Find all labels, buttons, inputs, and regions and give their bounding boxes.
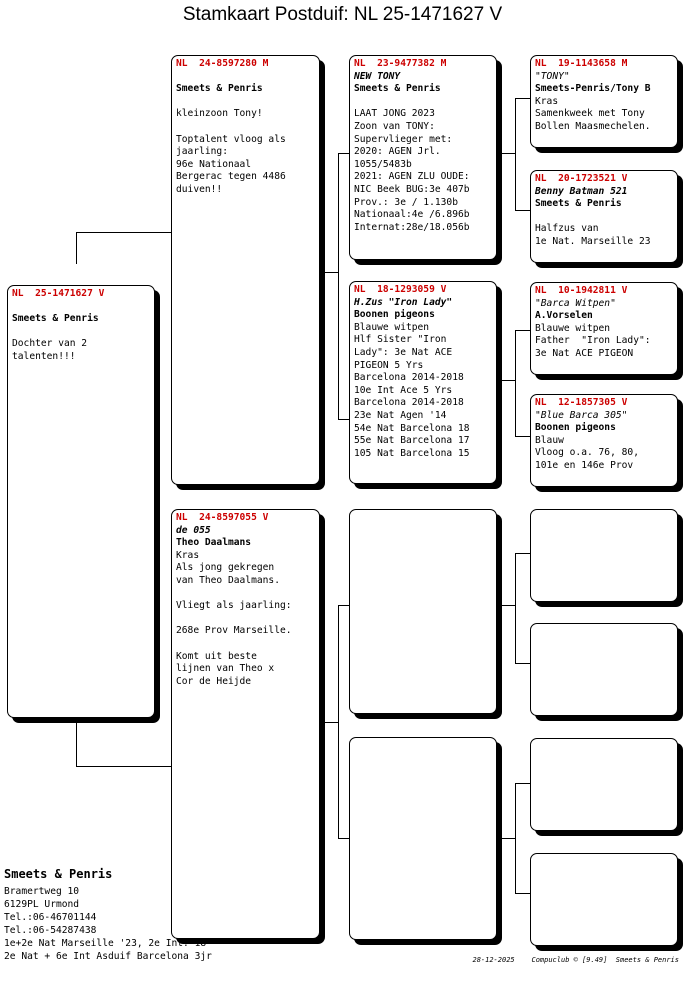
ring-number: NL 20-1723521 V bbox=[535, 173, 628, 184]
card-text-line: Internat:28e/18.056b bbox=[354, 221, 470, 233]
connector-line bbox=[515, 436, 530, 437]
card-text-line: 55e Nat Barcelona 17 bbox=[354, 435, 470, 447]
connector-line bbox=[497, 153, 515, 154]
card-text-line: Toptalent vloog als bbox=[176, 133, 286, 145]
pigeon-card-mf-mother[interactable] bbox=[530, 623, 678, 716]
connector-line bbox=[338, 838, 349, 839]
card-text-line: Kras bbox=[535, 95, 559, 107]
card-text-line bbox=[176, 588, 315, 601]
card-text-line: talenten!!! bbox=[12, 350, 76, 362]
connector-line bbox=[338, 153, 349, 154]
owner-achievement-2: 2e Nat + 6e Int Asduif Barcelona 3jr bbox=[4, 951, 212, 962]
ring-number: NL 19-1143658 M bbox=[535, 58, 628, 69]
card-text-line: Bollen Maasmechelen. bbox=[535, 120, 651, 132]
pigeon-card-dam-of-father[interactable] bbox=[349, 281, 497, 484]
connector-line bbox=[515, 783, 530, 784]
card-text-line: 101e en 146e Prov bbox=[535, 459, 634, 471]
card-text-line: Samenkweek met Tony bbox=[535, 108, 645, 120]
card-text-line bbox=[12, 301, 150, 314]
card-text-line: Blauw bbox=[535, 434, 564, 446]
card-text-line: "Blue Barca 305" bbox=[535, 409, 628, 421]
connector-line bbox=[497, 605, 515, 606]
card-text-line: Lady": 3e Nat ACE bbox=[354, 346, 453, 358]
card-text-line: Blauwe witpen bbox=[535, 322, 611, 334]
card-text-line: Komt uit beste bbox=[176, 650, 257, 662]
card-text-line: Cor de Heijde bbox=[176, 675, 252, 687]
card-text-line: Vloog o.a. 76, 80, bbox=[535, 447, 639, 459]
card-text-line: duiven!! bbox=[176, 183, 223, 195]
connector-line bbox=[76, 766, 171, 767]
owner-phone-1: Tel.:06-46701144 bbox=[4, 912, 97, 923]
card-text-line: Nationaal:4e /6.896b bbox=[354, 209, 470, 221]
card-text-line bbox=[354, 96, 492, 109]
connector-line bbox=[338, 419, 349, 420]
ring-number: NL 24-8597055 V bbox=[176, 512, 269, 523]
pigeon-card-father[interactable] bbox=[171, 55, 320, 485]
pigeon-card-mm-mother[interactable] bbox=[530, 853, 678, 946]
card-text-line: 54e Nat Barcelona 18 bbox=[354, 422, 470, 434]
card-text-line: Hlf Sister "Iron bbox=[354, 334, 447, 346]
owner-address: Bramertweg 10 bbox=[4, 886, 80, 897]
owner-name: Smeets & Penris bbox=[4, 867, 113, 881]
card-text-line: Smeets & Penris bbox=[535, 198, 622, 210]
owner-postcode: 6129PL Urmond bbox=[4, 899, 80, 910]
connector-line bbox=[338, 153, 339, 419]
ring-number: NL 10-1942811 V bbox=[535, 285, 628, 296]
connector-line bbox=[76, 232, 77, 264]
pigeon-card-mf-father[interactable] bbox=[530, 509, 678, 602]
card-text-line: Barcelona 2014-2018 bbox=[354, 372, 464, 384]
owner-phone-2: Tel.:06-54287438 bbox=[4, 925, 97, 936]
card-text-line: 1055/5483b bbox=[354, 158, 412, 170]
card-text-line: "TONY" bbox=[535, 70, 570, 82]
card-text-line: Vliegt als jaarling: bbox=[176, 600, 292, 612]
connector-line bbox=[320, 272, 338, 273]
card-text-line bbox=[176, 96, 315, 109]
pigeon-card-sire-of-father[interactable] bbox=[349, 55, 497, 260]
card-text-line bbox=[12, 326, 150, 339]
connector-line bbox=[320, 722, 338, 723]
card-text-line: Zoon van TONY: bbox=[354, 120, 435, 132]
pigeon-card-ff-father[interactable] bbox=[530, 55, 678, 148]
card-text-line: de 055 bbox=[176, 524, 211, 536]
card-text-line: 10e Int Ace 5 Yrs bbox=[354, 384, 453, 396]
card-text-line: lijnen van Theo x bbox=[176, 663, 275, 675]
card-text-line: "Barca Witpen" bbox=[535, 297, 616, 309]
connector-line bbox=[515, 98, 516, 210]
card-text-line: Als jong gekregen bbox=[176, 562, 275, 574]
card-text-line: Boonen pigeons bbox=[535, 422, 616, 434]
card-text-line: 3e Nat ACE PIGEON bbox=[535, 347, 634, 359]
card-text-line bbox=[176, 638, 315, 651]
footer-credits: 28-12-2025 Compuclub © [9.49] Smeets & Penris bbox=[472, 956, 679, 964]
card-text-line: Smeets & Penris bbox=[12, 313, 99, 325]
pigeon-card-subject[interactable] bbox=[7, 285, 155, 718]
card-text-line: Bergerac tegen 4486 bbox=[176, 171, 286, 183]
pigeon-card-sire-of-mother[interactable] bbox=[349, 509, 497, 714]
card-text-line: 96e Nationaal bbox=[176, 158, 252, 170]
card-text-line: 23e Nat Agen '14 bbox=[354, 409, 447, 421]
ring-number: NL 23-9477382 M bbox=[354, 58, 447, 69]
pigeon-card-fm-mother[interactable] bbox=[530, 394, 678, 487]
card-text-line: kleinzoon Tony! bbox=[176, 108, 263, 120]
connector-line bbox=[338, 605, 349, 606]
card-text-line: Prov.: 3e / 1.130b bbox=[354, 196, 458, 208]
card-text-line: Halfzus van bbox=[535, 223, 599, 235]
ring-number: NL 24-8597280 M bbox=[176, 58, 269, 69]
card-text-line: Supervlieger met: bbox=[354, 133, 453, 145]
card-text-line: Blauwe witpen bbox=[354, 321, 430, 333]
card-text-line: Theo Daalmans bbox=[176, 537, 252, 549]
card-text-line: jaarling: bbox=[176, 146, 228, 158]
card-text-line: Benny Batman 521 bbox=[535, 185, 628, 197]
connector-line bbox=[515, 783, 516, 893]
card-text-line: Smeets-Penris/Tony B bbox=[535, 83, 651, 95]
card-text-line: Barcelona 2014-2018 bbox=[354, 397, 464, 409]
card-text-line: van Theo Daalmans. bbox=[176, 574, 280, 586]
card-text-line: 268e Prov Marseille. bbox=[176, 625, 292, 637]
card-text-line: PIGEON 5 Yrs bbox=[354, 359, 424, 371]
card-text-line: NIC Beek BUG:3e 407b bbox=[354, 183, 470, 195]
card-text-line: Boonen pigeons bbox=[354, 309, 435, 321]
pigeon-card-fm-father[interactable] bbox=[530, 282, 678, 375]
card-text-line bbox=[176, 71, 315, 84]
connector-line bbox=[515, 663, 530, 664]
pigeon-card-dam-of-mother[interactable] bbox=[349, 737, 497, 940]
card-text-line: 2020: AGEN Jrl. bbox=[354, 146, 441, 158]
connector-line bbox=[515, 330, 516, 436]
connector-line bbox=[515, 553, 530, 554]
card-text-line bbox=[535, 211, 673, 224]
pigeon-card-ff-mother[interactable] bbox=[530, 170, 678, 263]
card-text-line: Dochter van 2 bbox=[12, 338, 88, 350]
card-text-line: A.Vorselen bbox=[535, 310, 593, 322]
card-text-line bbox=[176, 121, 315, 134]
card-text-line: 1e Nat. Marseille 23 bbox=[535, 235, 651, 247]
page-title: Stamkaart Postduif: NL 25-1471627 V bbox=[182, 4, 503, 25]
card-text-line: Father "Iron Lady": bbox=[535, 335, 651, 347]
connector-line bbox=[515, 210, 530, 211]
card-text-line: 105 Nat Barcelona 15 bbox=[354, 447, 470, 459]
connector-line bbox=[515, 330, 530, 331]
owner-info bbox=[4, 868, 212, 963]
connector-line bbox=[515, 893, 530, 894]
owner-achievement-1: 1e+2e Nat Marseille '23, 2e Int.'18 bbox=[4, 938, 207, 949]
connector-line bbox=[76, 718, 77, 766]
connector-line bbox=[515, 553, 516, 663]
card-text-line: Smeets & Penris bbox=[176, 83, 263, 95]
card-text-line: LAAT JONG 2023 bbox=[354, 108, 435, 120]
card-text-line: H.Zus "Iron Lady" bbox=[354, 296, 453, 308]
card-text-line: Kras bbox=[176, 549, 200, 561]
connector-line bbox=[497, 838, 515, 839]
card-text-line: NEW TONY bbox=[354, 70, 401, 82]
ring-number: NL 25-1471627 V bbox=[12, 288, 105, 299]
connector-line bbox=[338, 605, 339, 838]
connector-line bbox=[515, 98, 530, 99]
card-text-line: 2021: AGEN ZLU OUDE: bbox=[354, 171, 470, 183]
card-text-line bbox=[176, 613, 315, 626]
ring-number: NL 18-1293059 V bbox=[354, 284, 447, 295]
connector-line bbox=[497, 380, 515, 381]
ring-number: NL 12-1857305 V bbox=[535, 397, 628, 408]
pigeon-card-mm-father[interactable] bbox=[530, 738, 678, 831]
card-text-line: Smeets & Penris bbox=[354, 83, 441, 95]
connector-line bbox=[76, 232, 171, 233]
